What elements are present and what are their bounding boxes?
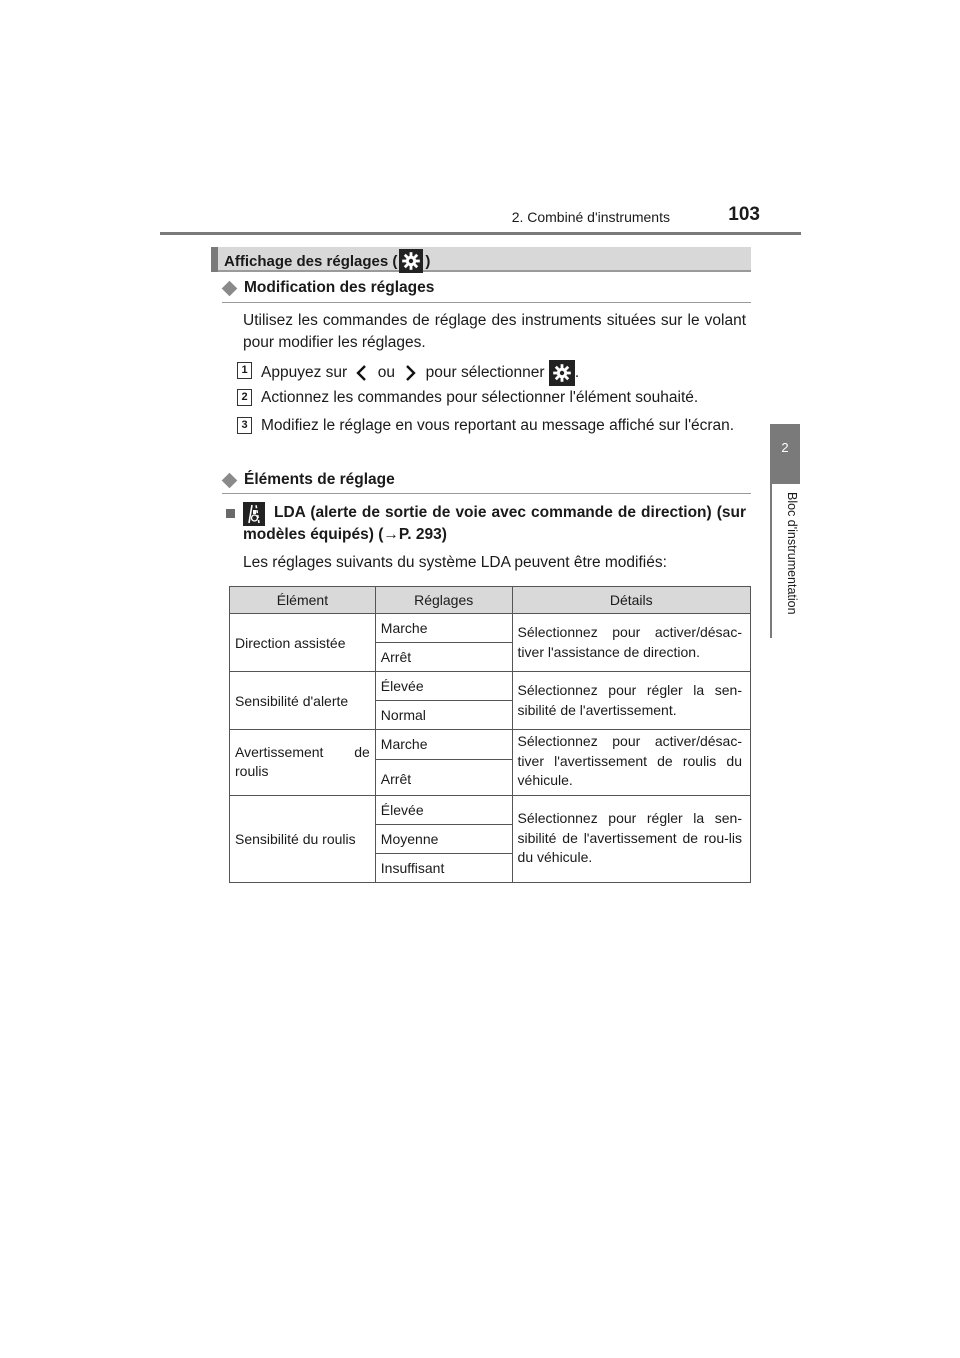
modification-heading-rule — [222, 302, 751, 303]
table-header-element: Élément — [230, 587, 376, 614]
table-cell-setting: Élevée — [375, 672, 512, 701]
chevron-left-icon — [351, 363, 373, 383]
section-title-text: Affichage des réglages ( — [224, 252, 398, 270]
chapter-tab-number: 2 — [781, 440, 789, 455]
lda-heading-text: LDA (alerte de sortie de voie avec commande de direction) (sur modèles équipés) ( — [243, 504, 746, 543]
table-header-row — [230, 587, 751, 614]
section-title — [224, 249, 430, 273]
table-cell-details: Sélectionnez pour régler la sen-sibilité de l'avertissement. — [512, 672, 750, 730]
table-cell-setting: Arrêt — [375, 759, 512, 795]
step-1-text-d: . — [574, 364, 580, 382]
table-cell-setting: Moyenne — [375, 824, 512, 853]
lda-page-ref: P. 293) — [398, 526, 447, 543]
table-cell-details: Sélectionnez pour régler la sen-sibilité de l'avertissement de rou-lis du véhicule. — [512, 795, 750, 882]
table-row — [230, 614, 751, 643]
square-bullet-icon — [226, 509, 235, 518]
table-cell-setting: Marche — [375, 614, 512, 643]
settings-table — [229, 586, 751, 883]
step-1-text-a: Appuyez sur — [261, 364, 348, 382]
table-row — [230, 795, 751, 824]
table-cell-element: Sensibilité du roulis — [230, 795, 376, 882]
step-number-1: 1 — [237, 362, 252, 379]
settings-gear-icon — [399, 249, 423, 273]
chapter-tab-label: Bloc d'instrumentation — [785, 492, 799, 615]
table-cell-setting: Normal — [375, 701, 512, 730]
elements-heading-text: Éléments de réglage — [244, 471, 395, 488]
table-header-settings: Réglages — [375, 587, 512, 614]
step-3-text: Modifiez le réglage en vous reportant au message affiché sur l'écran. — [261, 417, 735, 434]
section-title-close: ) — [425, 252, 431, 270]
table-row — [230, 730, 751, 760]
header-rule — [160, 232, 801, 235]
table-cell-element: Direction assistée — [230, 614, 376, 672]
table-cell-details: Sélectionnez pour activer/désac-tiver l'avertissement de roulis du véhicule. — [512, 730, 750, 796]
page-number: 103 — [728, 204, 760, 225]
lda-intro: Les réglages suivants du système LDA peuvent être modifiés: — [243, 554, 667, 571]
page-ref-arrow: → — [383, 526, 399, 543]
table-cell-element: Avertissement de roulis — [230, 730, 376, 796]
modification-heading-text: Modification des réglages — [244, 279, 435, 296]
settings-gear-icon — [549, 360, 575, 386]
table-cell-element: Sensibilité d'alerte — [230, 672, 376, 730]
diamond-bullet-icon — [222, 280, 238, 296]
step-1-text-c: pour sélectionner — [425, 364, 545, 382]
elements-heading — [222, 471, 395, 489]
table-cell-setting: Marche — [375, 730, 512, 760]
modification-heading — [222, 279, 434, 297]
step-1-text — [261, 360, 751, 386]
table-header-details: Détails — [512, 587, 750, 614]
table-cell-setting: Insuffisant — [375, 853, 512, 882]
running-header-chapter: 2. Combiné d'instruments — [511, 209, 670, 225]
modification-intro: Utilisez les commandes de réglage des instruments situées sur le volant pour modifier les réglages. — [243, 312, 746, 351]
table-cell-details: Sélectionnez pour activer/désac-tiver l'assistance de direction. — [512, 614, 750, 672]
lda-heading — [243, 502, 746, 546]
step-1-text-b: ou — [377, 364, 396, 382]
table-row — [230, 672, 751, 701]
table-cell-setting: Élevée — [375, 795, 512, 824]
step-2-text: Actionnez les commandes pour sélectionner l'élément souhaité. — [261, 389, 699, 406]
step-number-2: 2 — [237, 389, 252, 406]
elements-heading-rule — [222, 493, 751, 494]
chevron-right-icon — [399, 363, 421, 383]
table-cell-setting: Arrêt — [375, 643, 512, 672]
diamond-bullet-icon — [222, 472, 238, 488]
section-title-accent — [211, 247, 218, 272]
step-number-3: 3 — [237, 417, 252, 434]
